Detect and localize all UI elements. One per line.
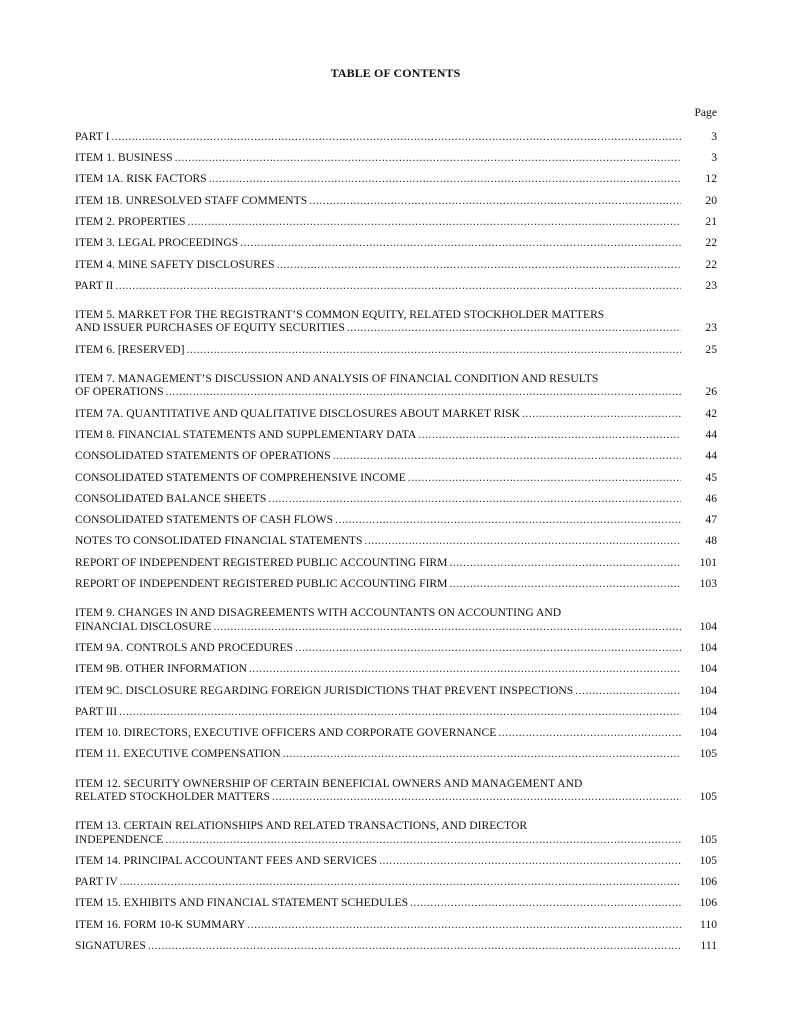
toc-entry-page-number[interactable]: 12 <box>705 172 717 186</box>
toc-entry-title[interactable] <box>75 705 681 719</box>
toc-entry-page-number[interactable]: 104 <box>699 640 717 654</box>
toc-entry-title[interactable] <box>75 258 681 272</box>
toc-entry-title[interactable] <box>75 577 681 591</box>
dot-leader <box>249 662 681 676</box>
toc-entry-title[interactable] <box>75 449 681 463</box>
dot-leader <box>410 896 681 910</box>
toc-entry-title-text: NOTES TO CONSOLIDATED FINANCIAL STATEMENTS <box>75 534 363 548</box>
toc-entry-page-number[interactable]: 45 <box>705 470 717 484</box>
toc-entry-title-text: ITEM 1A. RISK FACTORS <box>75 172 207 186</box>
toc-entry-title-text: ITEM 6. [RESERVED] <box>75 342 185 356</box>
toc-entry-page-number[interactable]: 104 <box>699 619 717 633</box>
toc-entry-title-text: CONSOLIDATED STATEMENTS OF OPERATIONS <box>75 449 331 463</box>
toc-entry[interactable] <box>75 294 717 337</box>
toc-entry-page-number[interactable]: 25 <box>705 342 717 356</box>
toc-entry-title[interactable] <box>75 854 681 868</box>
toc-entry-page-number[interactable]: 26 <box>705 385 717 399</box>
toc-entry-title[interactable] <box>75 939 681 953</box>
toc-entry-page-number[interactable]: 111 <box>700 939 717 953</box>
toc-entry-title[interactable] <box>75 492 681 506</box>
toc-entry-page-number[interactable]: 106 <box>699 896 717 910</box>
toc-entry[interactable] <box>75 933 717 954</box>
toc-entry-title[interactable] <box>75 513 681 527</box>
toc-entry-page-number[interactable]: 44 <box>705 427 717 441</box>
dot-leader <box>449 556 681 570</box>
page-column-header: Page <box>694 106 717 119</box>
dot-leader <box>335 513 681 527</box>
toc-entry-page-number[interactable]: 3 <box>711 151 717 165</box>
toc-entry-title[interactable] <box>75 372 681 399</box>
dot-leader <box>187 343 681 357</box>
toc-entry-title-text: PART IV <box>75 875 118 889</box>
toc-entry-title[interactable] <box>75 875 681 889</box>
toc-entry-title-text: PART II <box>75 278 114 292</box>
toc-entry-title[interactable] <box>75 819 681 846</box>
dot-leader <box>277 258 681 272</box>
toc-entry-title-text: RELATED STOCKHOLDER MATTERS <box>75 790 270 803</box>
toc-entry-title[interactable] <box>75 194 681 208</box>
dot-leader <box>247 918 681 932</box>
toc-entry-page-number[interactable]: 105 <box>699 747 717 761</box>
toc-entry[interactable] <box>75 593 717 636</box>
toc-entry-title[interactable] <box>75 151 681 165</box>
toc-entry[interactable] <box>75 486 717 507</box>
dot-leader <box>111 130 681 144</box>
toc-entry-page-number[interactable]: 104 <box>699 726 717 740</box>
toc-entry-title-text: ITEM 1B. UNRESOLVED STAFF COMMENTS <box>75 193 308 207</box>
toc-entry-page-number[interactable]: 42 <box>705 406 717 420</box>
dot-leader <box>498 726 681 740</box>
dot-leader <box>522 407 681 421</box>
toc-entry-title-first-line: ITEM 13. CERTAIN RELATIONSHIPS AND RELATED TRANSACTIONS, AND DIRECTOR <box>75 819 528 833</box>
dot-leader <box>119 705 681 719</box>
toc-entry[interactable] <box>75 337 717 358</box>
toc-entry-page-number[interactable]: 110 <box>700 917 717 931</box>
toc-entry[interactable] <box>75 507 717 528</box>
toc-entry[interactable] <box>75 720 717 741</box>
toc-entry-title[interactable] <box>75 130 681 144</box>
toc-entry[interactable] <box>75 742 717 763</box>
toc-entry-title-text: ITEM 14. PRINCIPAL ACCOUNTANT FEES AND SERVICES <box>75 853 378 867</box>
toc-entry-title-text: SIGNATURES <box>75 939 146 953</box>
dot-leader <box>240 236 681 250</box>
toc-entry-title[interactable] <box>75 556 681 570</box>
toc-entry[interactable] <box>75 763 717 806</box>
dot-leader <box>295 641 681 655</box>
table-of-contents <box>75 124 717 955</box>
toc-entry-title[interactable] <box>75 641 681 655</box>
toc-entry-title-text: ITEM 11. EXECUTIVE COMPENSATION <box>75 747 281 761</box>
toc-entry[interactable] <box>75 422 717 443</box>
toc-entry-title-text: OF OPERATIONS <box>75 385 164 399</box>
toc-entry[interactable] <box>75 529 717 550</box>
toc-entry-page-number[interactable]: 105 <box>699 832 717 846</box>
toc-entry-title[interactable] <box>75 662 681 676</box>
toc-entry[interactable] <box>75 443 717 464</box>
toc-entry-title[interactable] <box>75 918 681 932</box>
toc-entry[interactable] <box>75 124 717 145</box>
toc-entry-title[interactable] <box>75 534 681 548</box>
toc-entry[interactable] <box>75 806 717 849</box>
toc-entry-title-text: PART I <box>75 129 110 143</box>
toc-entry-page-number[interactable]: 105 <box>699 790 717 803</box>
toc-entry-title-text: CONSOLIDATED STATEMENTS OF COMPREHENSIVE INCOME <box>75 470 406 484</box>
toc-entry-title-text: ITEM 2. PROPERTIES <box>75 214 186 228</box>
toc-entry-page-number[interactable]: 23 <box>705 278 717 292</box>
toc-entry-title[interactable] <box>75 343 681 357</box>
toc-entry-title-text: ITEM 15. EXHIBITS AND FINANCIAL STATEMENT SCHEDULES <box>75 896 409 910</box>
toc-entry-title-text: FINANCIAL DISCLOSURE <box>75 619 212 633</box>
toc-entry[interactable] <box>75 252 717 273</box>
toc-entry[interactable] <box>75 869 717 890</box>
toc-entry-title[interactable] <box>75 172 681 186</box>
toc-entry-title-text: CONSOLIDATED STATEMENTS OF CASH FLOWS <box>75 513 334 527</box>
toc-entry-title-text: ITEM 1. BUSINESS <box>75 151 173 165</box>
toc-entry-title-text: INDEPENDENCE <box>75 832 164 846</box>
toc-entry-title[interactable] <box>75 471 681 485</box>
toc-entry-page-number[interactable]: 101 <box>699 555 717 569</box>
toc-entry-title-text: ITEM 10. DIRECTORS, EXECUTIVE OFFICERS AND CORPORATE GOVERNANCE <box>75 726 497 740</box>
toc-entry-page-number[interactable]: 103 <box>699 577 717 591</box>
dot-leader <box>364 534 681 548</box>
dot-leader <box>120 875 681 889</box>
toc-entry[interactable] <box>75 635 717 656</box>
page-title: TABLE OF CONTENTS <box>330 66 461 80</box>
toc-entry[interactable] <box>75 656 717 677</box>
toc-entry-title[interactable] <box>75 407 681 421</box>
toc-entry-title-text: ITEM 16. FORM 10-K SUMMARY <box>75 917 246 931</box>
toc-entry-title-first-line: ITEM 7. MANAGEMENT’S DISCUSSION AND ANALYSIS OF FINANCIAL CONDITION AND RESULTS <box>75 371 599 385</box>
toc-entry-title-text: ITEM 8. FINANCIAL STATEMENTS AND SUPPLEMENTARY DATA <box>75 427 417 441</box>
toc-entry[interactable] <box>75 230 717 251</box>
toc-entry[interactable] <box>75 188 717 209</box>
toc-entry-title[interactable] <box>75 747 681 761</box>
toc-entry-page-number[interactable]: 23 <box>705 321 717 335</box>
toc-entry[interactable] <box>75 699 717 720</box>
toc-entry-title-text: AND ISSUER PURCHASES OF EQUITY SECURITIES <box>75 321 345 335</box>
toc-entry-page-number[interactable]: 47 <box>705 513 717 527</box>
dot-leader <box>333 449 681 463</box>
dot-leader <box>272 790 681 804</box>
toc-entry-title-text: ITEM 9C. DISCLOSURE REGARDING FOREIGN JURISDICTIONS THAT PREVENT INSPECTIONS <box>75 683 574 697</box>
toc-entry-page-number[interactable]: 22 <box>705 257 717 271</box>
toc-entry-page-number[interactable]: 105 <box>699 853 717 867</box>
dot-leader <box>187 215 681 229</box>
dot-leader <box>575 684 681 698</box>
toc-entry-title-text: CONSOLIDATED BALANCE SHEETS <box>75 491 267 505</box>
dot-leader <box>165 833 681 847</box>
toc-entry-title-first-line: ITEM 12. SECURITY OWNERSHIP OF CERTAIN BENEFICIAL OWNERS AND MANAGEMENT AND <box>75 776 583 790</box>
toc-entry[interactable] <box>75 678 717 699</box>
toc-entry[interactable] <box>75 358 717 401</box>
toc-entry[interactable] <box>75 848 717 869</box>
toc-entry-title[interactable] <box>75 777 681 804</box>
toc-entry-title-text: ITEM 9B. OTHER INFORMATION <box>75 662 247 676</box>
dot-leader <box>283 747 681 761</box>
toc-entry-title[interactable] <box>75 308 681 335</box>
toc-entry-title[interactable] <box>75 279 681 293</box>
toc-entry-page-number[interactable]: 20 <box>705 193 717 207</box>
toc-entry-page-number[interactable]: 3 <box>711 129 717 143</box>
toc-entry-title-text: ITEM 3. LEGAL PROCEEDINGS <box>75 236 239 250</box>
toc-entry-page-number[interactable]: 48 <box>705 534 717 548</box>
dot-leader <box>166 385 681 399</box>
toc-entry[interactable] <box>75 167 717 188</box>
dot-leader <box>268 492 681 506</box>
toc-entry-page-number[interactable]: 104 <box>699 704 717 718</box>
toc-entry[interactable] <box>75 465 717 486</box>
toc-entry-title-text: PART III <box>75 704 118 718</box>
toc-entry-page-number[interactable]: 22 <box>705 236 717 250</box>
toc-entry-title[interactable] <box>75 236 681 250</box>
toc-entry-title-text: ITEM 9A. CONTROLS AND PROCEDURES <box>75 640 294 654</box>
dot-leader <box>309 194 681 208</box>
toc-entry[interactable] <box>75 571 717 592</box>
dot-leader <box>213 620 681 634</box>
toc-entry[interactable] <box>75 401 717 422</box>
toc-entry[interactable] <box>75 145 717 166</box>
toc-entry[interactable] <box>75 273 717 294</box>
toc-entry-page-number[interactable]: 104 <box>699 683 717 697</box>
dot-leader <box>379 854 681 868</box>
toc-entry-page-number[interactable]: 106 <box>699 875 717 889</box>
toc-entry-title-first-line: ITEM 9. CHANGES IN AND DISAGREEMENTS WITH ACCOUNTANTS ON ACCOUNTING AND <box>75 606 562 620</box>
toc-entry-title-text: REPORT OF INDEPENDENT REGISTERED PUBLIC ACCOUNTING FIRM <box>75 577 448 591</box>
toc-entry[interactable] <box>75 209 717 230</box>
toc-entry[interactable] <box>75 891 717 912</box>
dot-leader <box>418 428 681 442</box>
toc-entry-title-first-line: ITEM 5. MARKET FOR THE REGISTRANT’S COMMON EQUITY, RELATED STOCKHOLDER MATTERS <box>75 307 605 321</box>
dot-leader <box>347 321 681 335</box>
dot-leader <box>209 172 681 186</box>
toc-entry-page-number[interactable]: 46 <box>705 491 717 505</box>
toc-entry-title-text: ITEM 4. MINE SAFETY DISCLOSURES <box>75 257 275 271</box>
dot-leader <box>449 577 681 591</box>
toc-entry[interactable] <box>75 550 717 571</box>
dot-leader <box>175 151 681 165</box>
toc-entry-title-text: ITEM 7A. QUANTITATIVE AND QUALITATIVE DISCLOSURES ABOUT MARKET RISK <box>75 406 521 420</box>
toc-entry-page-number[interactable]: 21 <box>705 214 717 228</box>
toc-entry-page-number[interactable]: 44 <box>705 449 717 463</box>
toc-entry-page-number[interactable]: 104 <box>699 662 717 676</box>
toc-entry-title[interactable] <box>75 684 681 698</box>
toc-entry-title[interactable] <box>75 215 681 229</box>
dot-leader <box>115 279 681 293</box>
toc-entry-title[interactable] <box>75 428 681 442</box>
dot-leader <box>408 471 681 485</box>
toc-entry[interactable] <box>75 912 717 933</box>
dot-leader <box>148 939 681 953</box>
toc-entry-title[interactable] <box>75 606 681 633</box>
toc-entry-title[interactable] <box>75 726 681 740</box>
toc-entry-title-text: REPORT OF INDEPENDENT REGISTERED PUBLIC ACCOUNTING FIRM <box>75 555 448 569</box>
toc-entry-title[interactable] <box>75 896 681 910</box>
